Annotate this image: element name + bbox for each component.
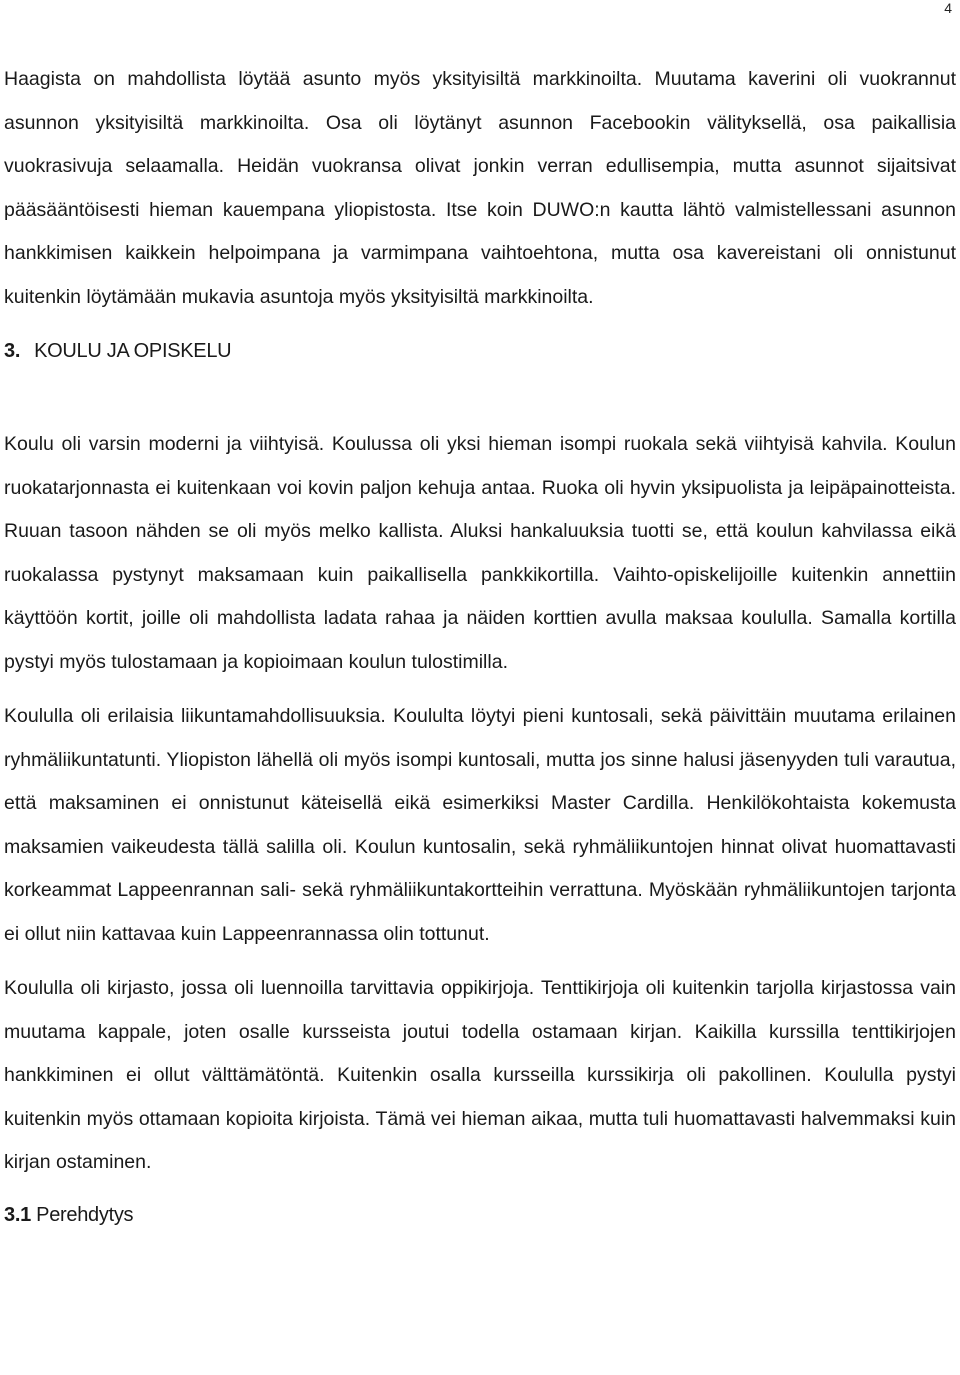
subsection-number: 3.1 [4, 1203, 31, 1226]
section-number: 3. [4, 340, 21, 362]
section-title: KOULU JA OPISKELU [34, 340, 232, 362]
document-body [4, 58, 956, 1229]
section-heading-koulu-ja-opiskelu [4, 337, 956, 365]
paragraph-housing-private-market: Haagista on mahdollista löytää asunto myös yksityisiltä markkinoilta. Muutama kaverini oli vuokrannut asunnon yksityisiltä markkinoilta. Osa oli löytänyt asunnon Facebookin välityksellä, osa paikallisia vuokrasivuja selaamalla. Heidän vuokransa olivat jonkin verran edullisempia, mutta asunnot sijaitsivat pääsääntöisesti hieman kauempana yliopistosta. Itse koin DUWO:n kautta lähtö valmistellessani asunnon hankkimisen kaikkein helpoimpana ja varmimpana vaihtoehtona, mutta osa kavereistani oli onnistunut kuitenkin löytämään mukavia asuntoja myös yksityisiltä markkinoilta. [4, 68, 956, 308]
paragraph-library: Koululla oli kirjasto, jossa oli luennoilla tarvittavia oppikirjoja. Tenttikirjoja oli kuitenkin tarjolla kirjastossa vain muutama kappale, joten osalle kursseista joutui todella ostamaan kirjan. Kaikilla kurssilla tenttikirjojen hankkiminen ei ollut välttämätöntä. Kuitenkin osalla kursseilla kurssikirja oli pakollinen. Koululla pystyi kuitenkin myös ottamaan kopioita kirjoista. Tämä vei hieman aikaa, mutta tuli huomattavasti halvemmaksi kuin kirjan ostaminen. [4, 977, 956, 1173]
page-number: 4 [944, 0, 952, 16]
subsection-heading-perehdytys [4, 1201, 956, 1229]
paragraph-school-facilities: Koulu oli varsin moderni ja viihtyisä. Koulussa oli yksi hieman isompi ruokala sekä viihtyisä kahvila. Koulun ruokatarjonnasta ei kuitenkaan voi kovin paljon kehuja antaa. Ruoka oli hyvin yksipuolista ja leipäpainotteista. Ruuan tasoon nähden se oli myös melko kallista. Aluksi hankaluuksia tuotti se, että koulun kahvilassa eikä ruokalassa pystynyt maksamaan kuin paikallisella pankkikortilla. Vaihto-opiskelijoille kuitenkin annettiin käyttöön kortit, joille oli mahdollista ladata rahaa ja näiden korttien avulla maksaa koululla. Samalla kortilla pystyi myös tulostamaan ja kopioimaan koulun tulostimilla. [4, 433, 956, 673]
paragraph-sports-facilities: Koululla oli erilaisia liikuntamahdollisuuksia. Koululta löytyi pieni kuntosali, sekä päivittäin muutama erilainen ryhmäliikuntatunti. Yliopiston lähellä oli myös isompi kuntosali, mutta jos sinne halusi jäsenyyden tuli varautua, että maksaminen ei onnistunut käteisellä eikä esimerkiksi Master Cardilla. Henkilökohtaista kokemusta maksamien vaikeudesta tällä salilla oli. Koulun kuntosalin, sekä ryhmäliikuntojen hinnat olivat huomattavasti korkeammat Lappeenrannan sali- sekä ryhmäliikuntakortteihin verrattuna. Myöskään ryhmäliikuntojen tarjonta ei ollut niin kattavaa kuin Lappeenrannassa olin tottunut. [4, 705, 956, 945]
subsection-title: Perehdytys [36, 1203, 134, 1226]
